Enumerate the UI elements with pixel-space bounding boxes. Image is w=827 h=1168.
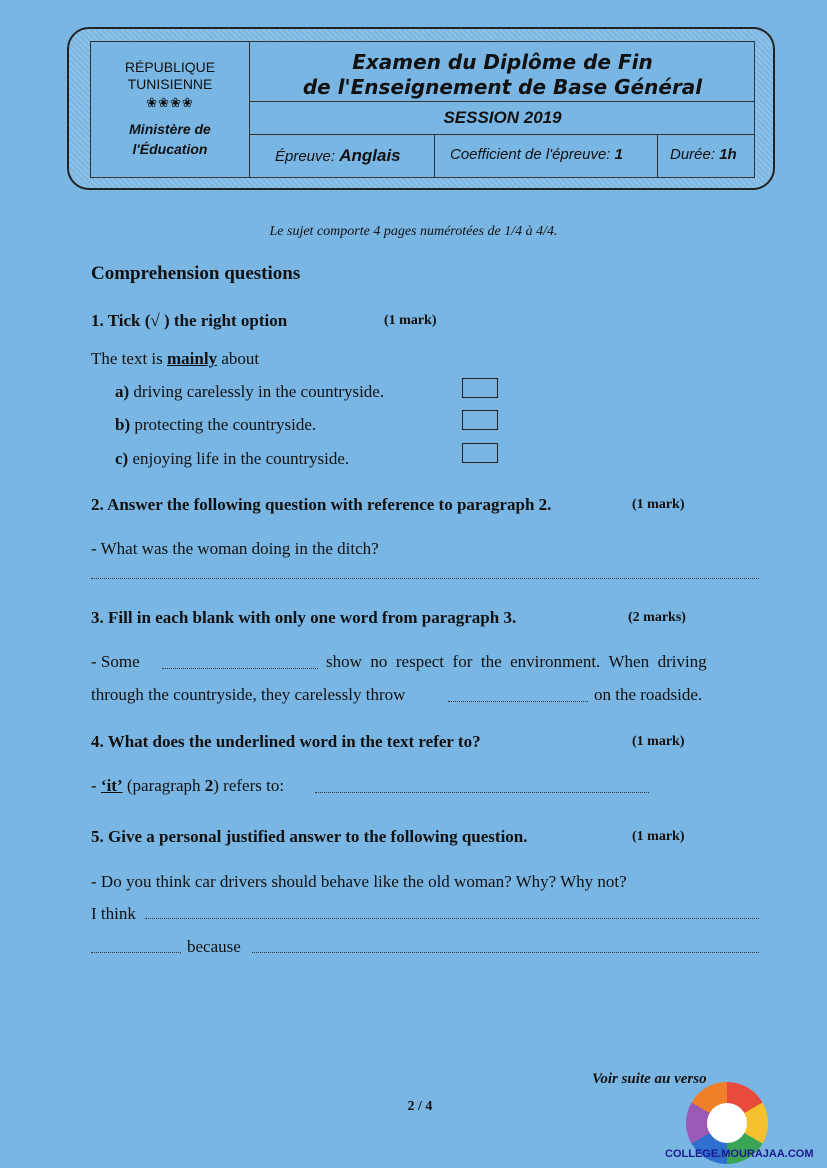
page-number: 2 / 4 bbox=[407, 1099, 433, 1114]
duration-field: Durée: 1h bbox=[670, 146, 737, 163]
exam-title: Examen du Diplôme de Fin de l'Enseignement de Base Général bbox=[302, 50, 703, 99]
emblem-icon: ❀❀❀❀ bbox=[146, 95, 194, 110]
q1-checkbox-c[interactable] bbox=[462, 443, 498, 463]
q3-line1-start: - Some bbox=[91, 652, 140, 671]
q1-checkbox-a[interactable] bbox=[462, 378, 498, 398]
q5-answer-line-2b[interactable] bbox=[252, 952, 759, 953]
epreuve-field: Épreuve: Anglais bbox=[275, 146, 401, 165]
site-watermark[interactable]: COLLEGE.MOURAJAA.COM bbox=[665, 1148, 814, 1160]
pages-note: Le sujet comporte 4 pages numérotées de 1/4 à 4/4. bbox=[269, 224, 558, 239]
q5-answer-line-2a[interactable] bbox=[91, 952, 181, 953]
header-left-cell bbox=[90, 41, 250, 178]
q1-mark: (1 mark) bbox=[384, 313, 437, 328]
q3-blank-2[interactable] bbox=[448, 701, 588, 702]
q5-title: 5. Give a personal justified answer to the following question. bbox=[91, 827, 528, 846]
q2-question: - What was the woman doing in the ditch? bbox=[91, 539, 379, 558]
section-title: Comprehension questions bbox=[91, 263, 301, 284]
q3-line2-start: through the countryside, they carelessly throw bbox=[91, 685, 406, 704]
ministry-label: Ministère de l'Éducation bbox=[129, 121, 211, 157]
q3-blank-1[interactable] bbox=[162, 668, 318, 669]
q1-option-c: c) enjoying life in the countryside. bbox=[115, 449, 350, 468]
divider bbox=[250, 101, 755, 102]
q3-line1-end: show no respect for the environment. When driving bbox=[326, 652, 707, 671]
q1-option-b: b) protecting the countryside. bbox=[115, 415, 317, 434]
q3-mark: (2 marks) bbox=[628, 610, 686, 625]
republic-label: RÉPUBLIQUE TUNISIENNE bbox=[124, 59, 216, 92]
q5-because-label: because bbox=[187, 937, 241, 956]
q4-answer-line[interactable] bbox=[315, 792, 649, 793]
q5-answer-line-1[interactable] bbox=[145, 918, 759, 919]
q2-mark: (1 mark) bbox=[632, 497, 685, 512]
site-logo-center bbox=[707, 1103, 747, 1143]
continue-note: Voir suite au verso bbox=[592, 1071, 707, 1087]
q4-mark: (1 mark) bbox=[632, 734, 685, 749]
q1-checkbox-b[interactable] bbox=[462, 410, 498, 430]
coefficient-field: Coefficient de l'épreuve: 1 bbox=[450, 146, 623, 163]
q3-line2-end: on the roadside. bbox=[594, 685, 703, 704]
q4-title: 4. What does the underlined word in the text refer to? bbox=[91, 732, 481, 751]
q1-title: 1. Tick (√ ) the right option bbox=[91, 311, 288, 330]
q2-title: 2. Answer the following question with reference to paragraph 2. bbox=[91, 495, 552, 514]
divider bbox=[657, 134, 658, 178]
q1-stem: The text is mainly about bbox=[91, 349, 260, 368]
q2-answer-line[interactable] bbox=[91, 578, 759, 579]
q5-ithink-label: I think bbox=[91, 904, 136, 923]
q5-question: - Do you think car drivers should behave like the old woman? Why? Why not? bbox=[91, 872, 627, 891]
session-label: SESSION 2019 bbox=[443, 108, 562, 127]
q1-option-a: a) driving carelessly in the countryside. bbox=[115, 382, 385, 401]
q5-mark: (1 mark) bbox=[632, 829, 685, 844]
q3-title: 3. Fill in each blank with only one word from paragraph 3. bbox=[91, 608, 517, 627]
q4-question: - ‘it’ (paragraph 2) refers to: bbox=[91, 776, 285, 795]
divider bbox=[250, 134, 755, 135]
divider bbox=[434, 134, 435, 178]
